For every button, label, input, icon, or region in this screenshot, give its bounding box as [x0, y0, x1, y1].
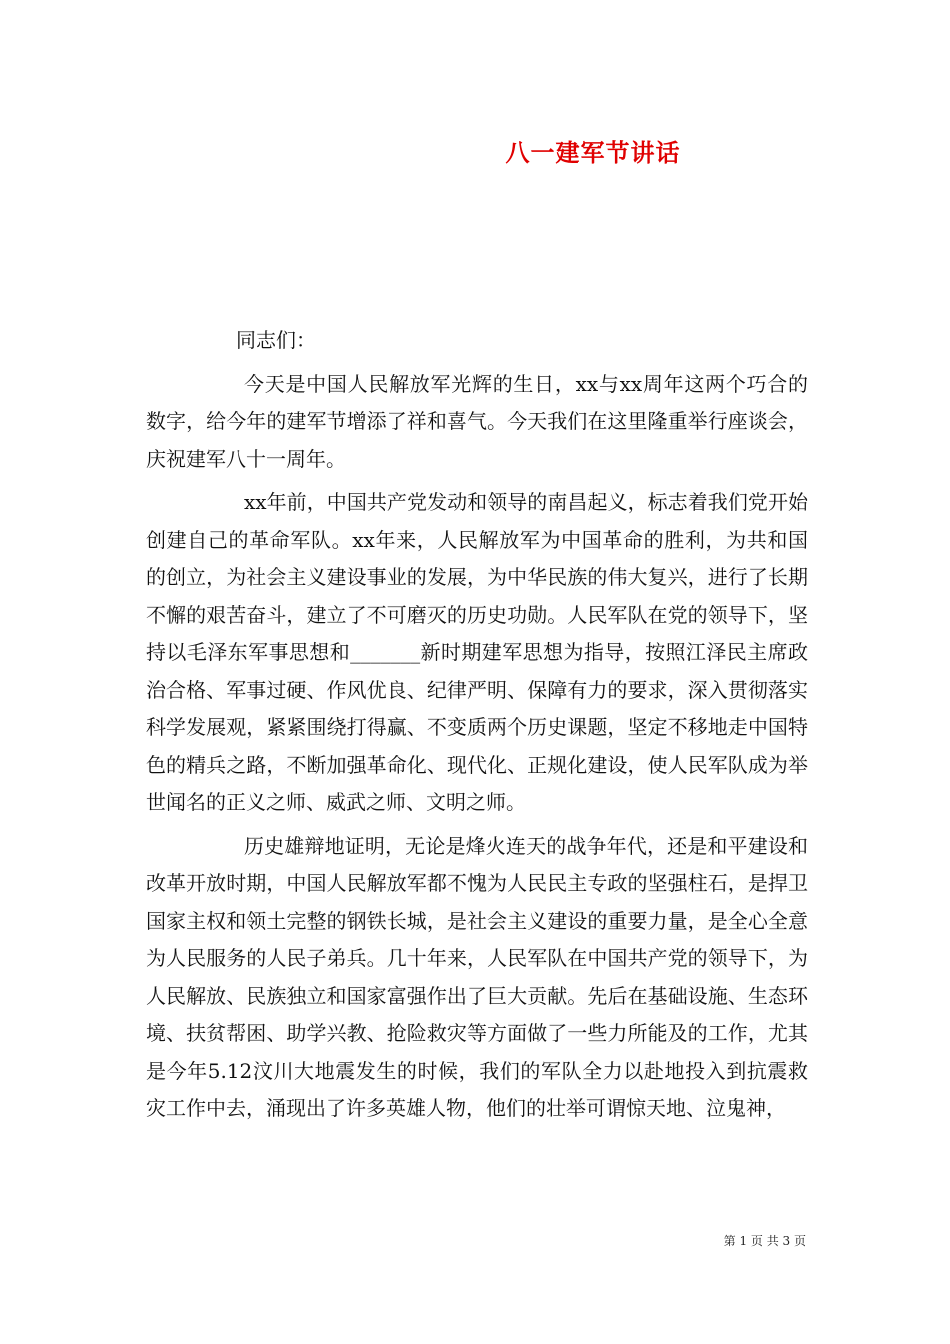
salutation: 同志们： — [236, 328, 316, 352]
page-footer: 第 1 页 共 3 页 — [723, 1234, 806, 1248]
document-body — [146, 322, 808, 1128]
paragraph-2: xx年前，中国共产党发动和领导的南昌起义，标志着我们党开始创建自己的革命军队。xx年来，人民解放军为中国革命的胜利，为共和国的创立，为社会主义建设事业的发展，为中华民族的伟大复兴，进行了长期不懈的艰苦奋斗，建立了不可磨灭的历史功勋。人民军队在党的领导下，坚持以毛泽东军事思想和_______新时期建军思想为指导，按照江泽民主席政治合格、军事过硬、作风优良、纪律严明、保障有力的要求，深入贯彻落实科学发展观，紧紧围绕打得赢、不变质两个历史课题，坚定不移地走中国特色的精兵之路，不断加强革命化、现代化、正规化建设，使人民军队成为举世闻名的正义之师、威武之师、文明之师。 — [146, 490, 808, 814]
paragraph-1: 今天是中国人民解放军光辉的生日，xx与xx周年这两个巧合的数字，给今年的建军节增添了祥和喜气。今天我们在这里隆重举行座谈会，庆祝建军八十一周年。 — [146, 371, 808, 471]
document-title: 八一建军节讲话 — [505, 139, 681, 167]
paragraph-3: 历史雄辩地证明，无论是烽火连天的战争年代，还是和平建设和改革开放时期，中国人民解放军都不愧为人民民主专政的坚强柱石，是捍卫国家主权和领土完整的钢铁长城，是社会主义建设的重要力量，是全心全意为人民服务的人民子弟兵。几十年来，人民军队在中国共产党的领导下，为人民解放、民族独立和国家富强作出了巨大贡献。先后在基础设施、生态环境、扶贫帮困、助学兴教、抢险救灾等方面做了一些力所能及的工作，尤其是今年5.12汶川大地震发生的时候，我们的军队全力以赴地投入到抗震救灾工作中去，涌现出了许多英雄人物，他们的壮举可谓惊天地、泣鬼神， — [146, 833, 808, 1120]
